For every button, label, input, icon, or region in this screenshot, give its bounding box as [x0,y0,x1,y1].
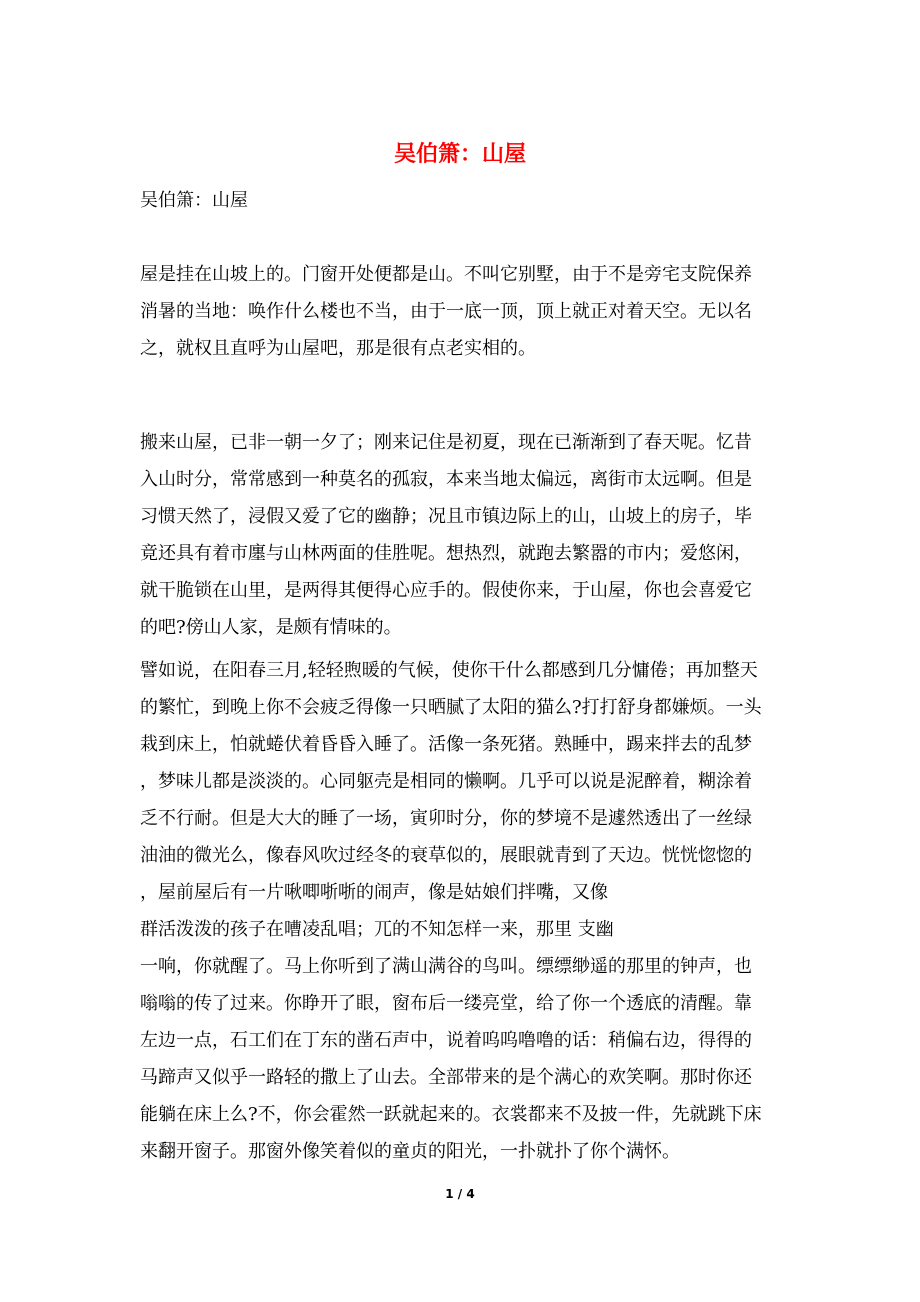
paragraph-1 [140,256,780,367]
text-line: 竟还具有着市廛与山林两面的佳胜呢。想热烈，就跑去繁嚣的市内；爱悠闲， [140,543,752,564]
text-line: 就干脆锁在山里，是两得其便得心应手的。假使你来，于山屋，你也会喜爱它 [140,580,752,601]
text-line: 的吧?傍山人家，是颇有情味的。 [140,617,402,638]
text-line: 群活泼泼的孩子在嘈凌乱唱；兀的不知怎样一来，那里 支幽 [140,919,614,940]
text-line: 入山时分，常常感到一种莫名的孤寂，本来当地太偏远，离街市太远啊。但是 [140,469,752,490]
text-line: 乏不行耐。但是大大的睡了一场，寅卯时分，你的梦境不是遽然透出了一丝绿 [140,808,752,829]
text-line: ，屋前屋后有一片啾唧哳哳的闹声，像是姑娘们拌嘴，又像 [140,882,608,903]
document-subtitle: 吴伯箫：山屋 [140,190,248,211]
document-title: 吴伯箫：山屋 [393,142,526,167]
text-line: 能躺在床上么?不，你会霍然一跃就起来的。衣裳都来不及披一件，先就跳下床 [140,1104,762,1125]
paragraph-2 [140,424,780,646]
text-line: 习惯天然了，浸假又爱了它的幽静；况且市镇边际上的山，山坡上的房子，毕 [140,506,752,527]
page-number: 1 / 4 [445,1187,475,1201]
text-line: ，梦味儿都是淡淡的。心同躯壳是相同的懒啊。几乎可以说是泥醉着，糊涂着 [140,771,752,792]
text-line: 屋是挂在山坡上的。门窗开处便都是山。不叫它别墅，由于不是旁宅支院保养 [140,264,752,285]
text-line: 嗡嗡的传了过来。你睁开了眼，窗布后一缕亮堂，给了你一个透底的清醒。靠 [140,993,752,1014]
text-line: 马蹄声又似乎一路轻的撒上了山去。全部带来的是个满心的欢笑啊。那时你还 [140,1067,752,1088]
text-line: 譬如说，在阳春三月,轻轻煦暖的气候，使你干什么都感到几分慵倦；再加整天 [140,660,758,681]
text-line: 搬来山屋，已非一朝一夕了；刚来记住是初夏，现在已渐渐到了春天呢。忆昔 [140,432,752,453]
paragraph-3 [140,652,780,1170]
text-line: 栽到床上，怕就蜷伏着昏昏入睡了。活像一条死猪。熟睡中，踢来拌去的乱梦 [140,734,752,755]
text-line: 消暑的当地：唤作什么楼也不当，由于一底一顶，顶上就正对着天空。无以名 [140,301,752,322]
text-line: 来翻开窗子。那窗外像笑着似的童贞的阳光，一扑就扑了你个满怀。 [140,1141,680,1162]
text-line: 左边一点，石工们在丁东的凿石声中，说着呜呜噜噜的话：稍偏右边，得得的 [140,1030,752,1051]
text-line: 油油的微光么，像春风吹过经冬的衰草似的，展眼就青到了天边。恍恍惚惚的 [140,845,752,866]
text-line: 一响，你就醒了。马上你听到了满山满谷的鸟叫。缥缥缈遥的那里的钟声，也 [140,956,752,977]
text-line: 的繁忙，到晚上你不会疲乏得像一只晒腻了太阳的猫么?打打舒身都嫌烦。一头 [140,697,762,718]
text-line: 之，就权且直呼为山屋吧，那是很有点老实相的。 [140,338,536,359]
